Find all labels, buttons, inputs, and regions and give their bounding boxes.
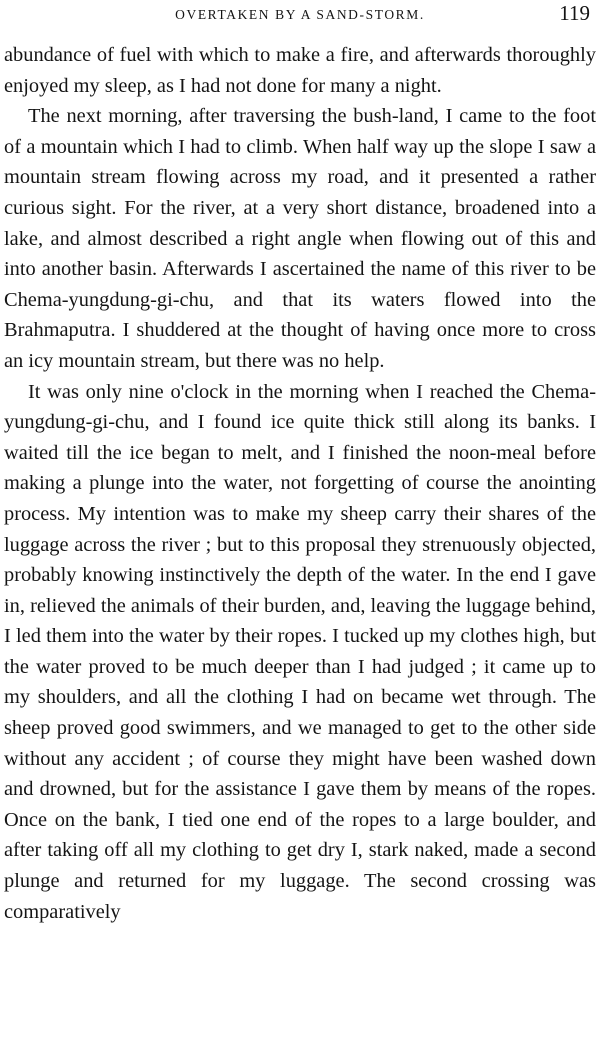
- paragraph: The next morning, after traversing the bush-land, I came to the foot of a mountain which I had to climb. When half way up the slope I saw a mountain stream flowing across my road, and it presented a rather curious sight. For the river, at a very short distance, broadened into a lake, and almost described a right angle when flowing out of this and into another basin. Afterwards I ascertained the name of this river to be Chema-yungdung-gi-chu, and that its waters flowed into the Brahmaputra. I shuddered at the thought of having once more to cross an icy mountain stream, but there was no help.: [4, 105, 596, 372]
- body-text: [4, 40, 596, 927]
- running-title: OVERTAKEN BY A SAND-STORM.: [175, 7, 425, 22]
- running-head: [4, 0, 596, 40]
- paragraph: It was only nine o'clock in the morning when I reached the Chema-yungdung-gi-chu, and I found ice quite thick still along its banks. I waited till the ice began to melt, and I finished the noon-meal before making a plunge into the water, not forgetting of course the anointing process. My intention was to make my sheep carry their shares of the luggage across the river ; but to this proposal they strenuously objected, probably knowing instinctively the depth of the water. In the end I gave in, relieved the animals of their burden, and, leaving the luggage behind, I led them into the water by their ropes. I tucked up my clothes high, but the water proved to be much deeper than I had judged ; it came up to my shoulders, and all the clothing I had on became wet through. The sheep proved good swimmers, and we managed to get to the other side without any accident ; of course they might have been washed down and drowned, but for the assistance I gave them by means of the ropes. Once on the bank, I tied one end of the ropes to a large boulder, and after taking off all my clothing to get dry I, stark naked, made a second plunge and returned for my luggage. The second crossing was comparatively: [4, 380, 596, 923]
- paragraph: abundance of fuel with which to make a fire, and afterwards thoroughly enjoyed my sleep, as I had not done for many a night.: [4, 44, 596, 97]
- page-number: 119: [559, 1, 590, 25]
